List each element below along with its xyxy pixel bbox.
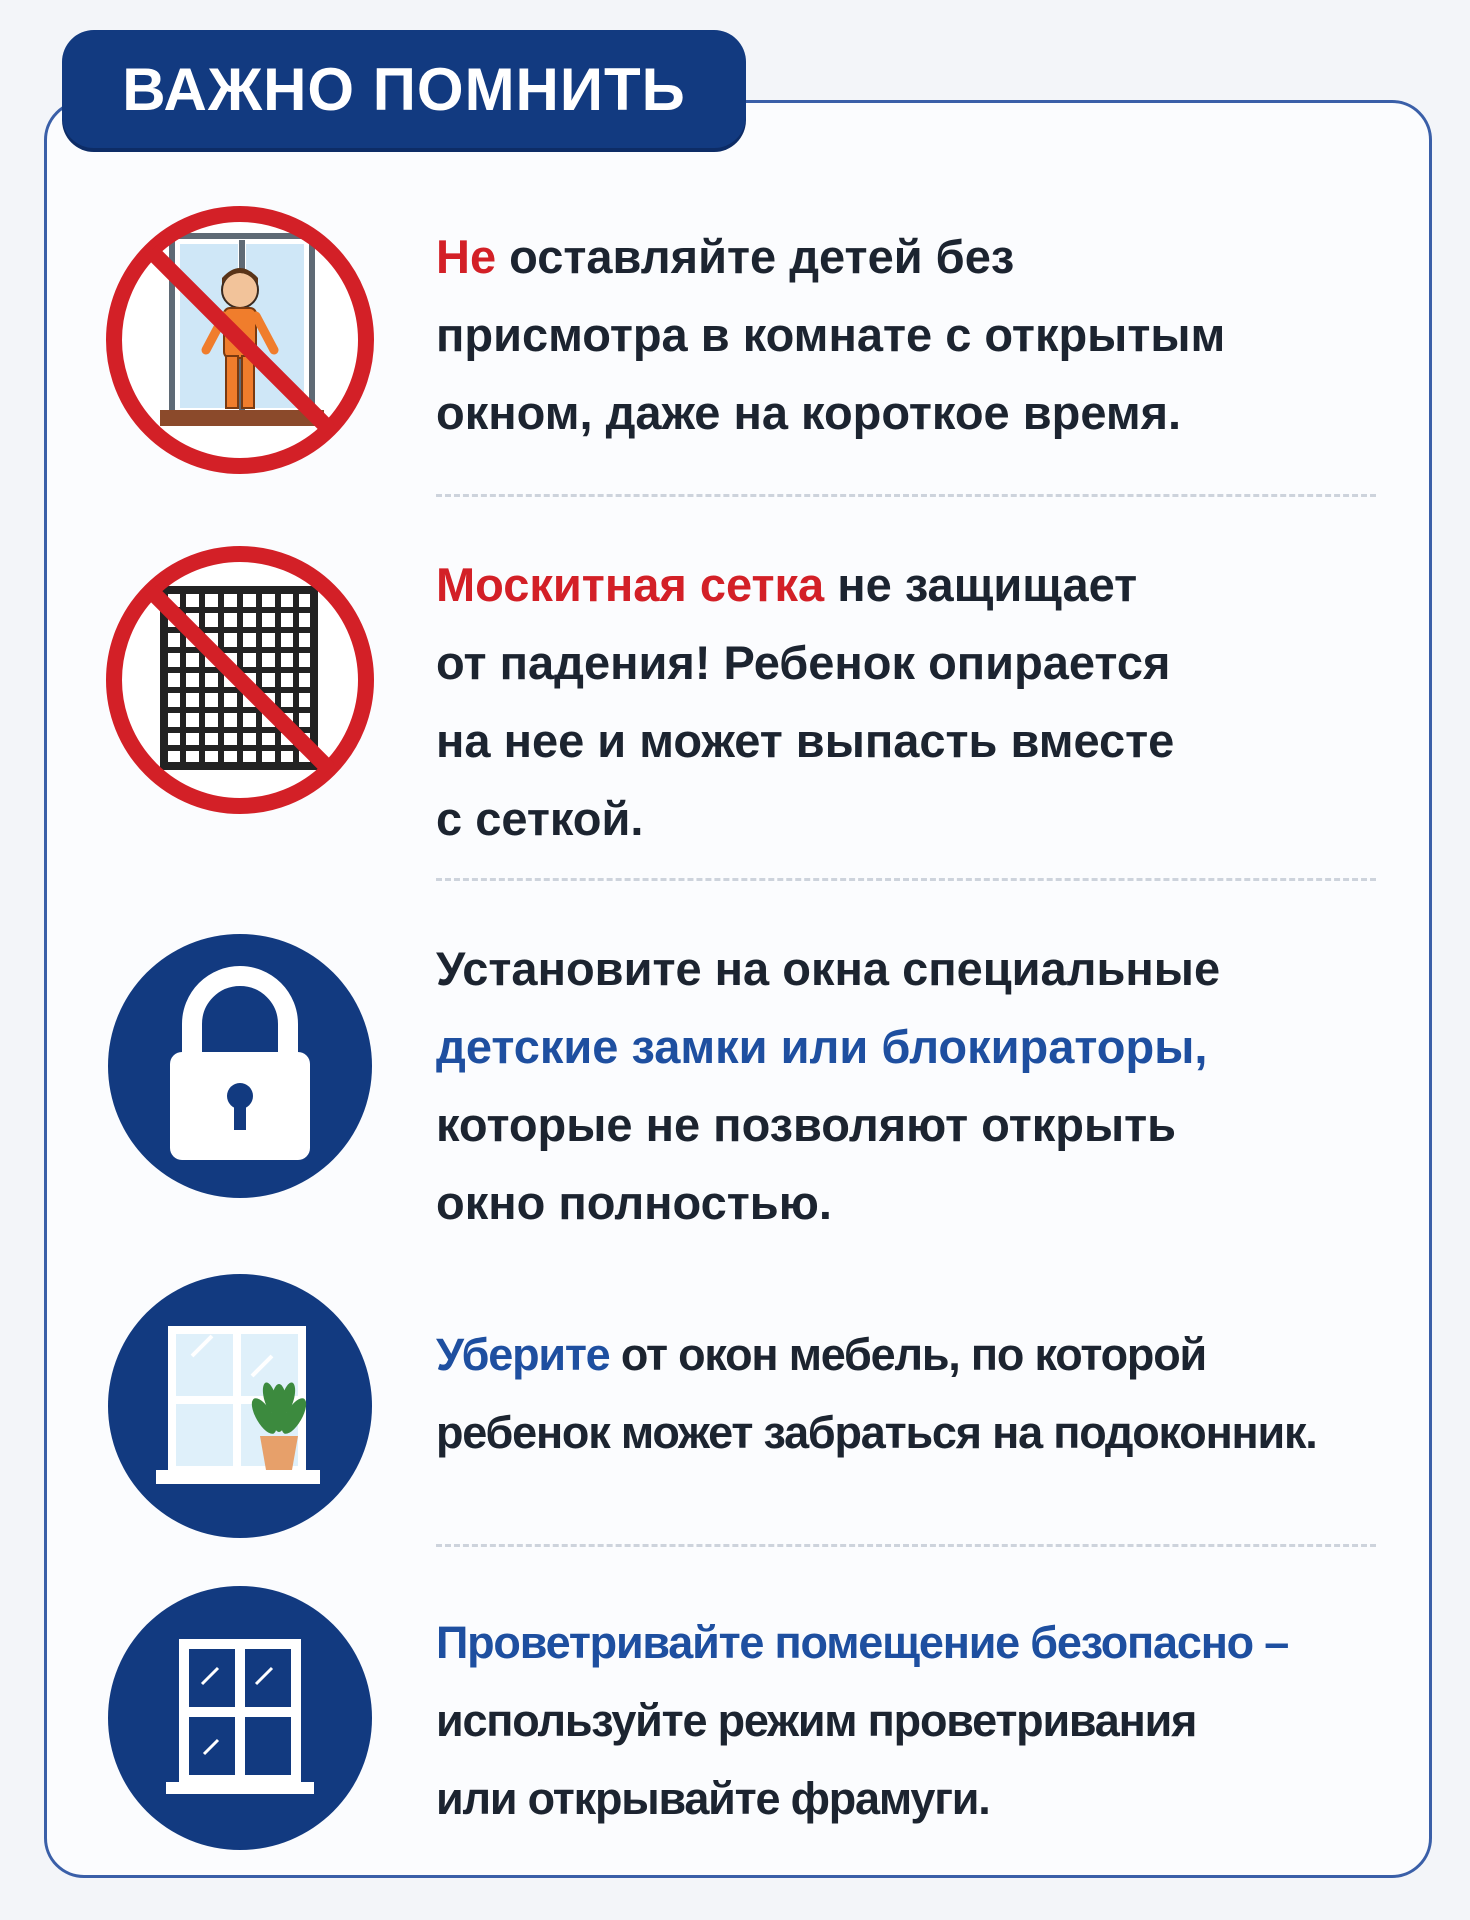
item-text: Установите на окна специальные детские замки или блокираторы, которые не позволяют открыть окно полностью. [436,930,1396,1242]
highlight-text: Проветривайте помещение безопасно – [436,1617,1289,1668]
page-title: ВАЖНО ПОМНИТЬ [122,55,686,123]
highlight-text: Уберите [436,1329,610,1380]
divider [436,1544,1376,1547]
divider [436,878,1376,881]
highlight-text: детские замки или блокираторы, [436,1020,1208,1073]
highlight-text: Москитная сетка [436,558,825,611]
item-text: Москитная сетка не защищает от падения! Ребенок опирается на нее и может выпасть вместе с сеткой. [436,558,1175,845]
divider [436,494,1376,497]
highlight-text: Не [436,230,497,283]
item-text: Уберите от окон мебель, по которой ребенок может забраться на подоконник. [436,1329,1317,1458]
title-banner [62,30,746,148]
window-with-plant-icon [100,1266,380,1546]
no-child-at-window-icon [100,200,380,480]
padlock-icon [100,926,380,1206]
item-text: Не оставляйте детей без присмотра в комнате с открытым окном, даже на короткое время. [436,230,1226,439]
item-text: Проветривайте помещение безопасно – используйте режим проветривания или открывайте фрамуги. [436,1604,1396,1838]
no-mosquito-net-icon [100,540,380,820]
window-ventilation-icon [100,1578,380,1858]
